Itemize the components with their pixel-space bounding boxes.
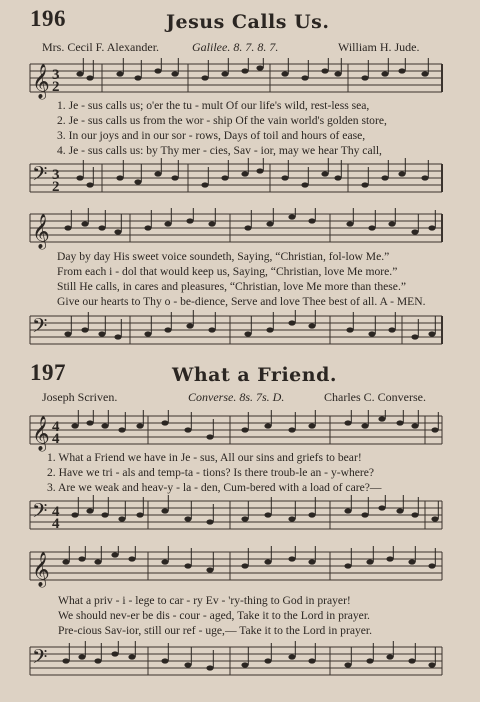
note-head bbox=[244, 331, 251, 336]
hymn-197-system-1-bass-staff bbox=[30, 497, 445, 535]
note-head bbox=[116, 175, 123, 180]
note-head bbox=[101, 512, 108, 517]
note-head bbox=[86, 75, 93, 80]
note-head bbox=[264, 512, 271, 517]
note-head bbox=[161, 508, 168, 513]
hymn-title-197: What a Friend. bbox=[172, 364, 337, 386]
note-head bbox=[206, 567, 213, 572]
note-head bbox=[398, 171, 405, 176]
svg-text:𝄞: 𝄞 bbox=[32, 215, 50, 248]
note-head bbox=[428, 662, 435, 667]
note-head bbox=[361, 423, 368, 428]
lyric-line: Give our hearts to Thy o - be-dience, Serve and love Thee best of all. A - MEN. bbox=[57, 295, 426, 308]
note-head bbox=[161, 559, 168, 564]
hymn-197-author: Joseph Scriven. bbox=[42, 390, 118, 404]
note-head bbox=[264, 559, 271, 564]
note-head bbox=[308, 218, 315, 223]
note-head bbox=[136, 423, 143, 428]
note-head bbox=[118, 516, 125, 521]
note-head bbox=[206, 519, 213, 524]
note-head bbox=[431, 427, 438, 432]
note-head bbox=[431, 516, 438, 521]
note-head bbox=[366, 658, 373, 663]
note-head bbox=[408, 658, 415, 663]
note-head bbox=[101, 423, 108, 428]
svg-text:𝄞: 𝄞 bbox=[32, 553, 50, 586]
note-head bbox=[208, 221, 215, 226]
lyric-line: 2. Je - sus calls us from the wor - ship Of the vain world's golden store, bbox=[57, 114, 387, 127]
note-head bbox=[411, 423, 418, 428]
note-head bbox=[266, 327, 273, 332]
note-head bbox=[308, 658, 315, 663]
note-head bbox=[164, 221, 171, 226]
note-head bbox=[64, 331, 71, 336]
note-head bbox=[86, 420, 93, 425]
note-head bbox=[144, 331, 151, 336]
note-head bbox=[386, 654, 393, 659]
svg-text:𝄢: 𝄢 bbox=[32, 647, 48, 673]
note-head bbox=[428, 331, 435, 336]
note-head bbox=[411, 512, 418, 517]
note-head bbox=[388, 221, 395, 226]
note-head bbox=[94, 658, 101, 663]
note-head bbox=[381, 71, 388, 76]
note-head bbox=[334, 175, 341, 180]
note-head bbox=[288, 654, 295, 659]
hymn-title-196: Jesus Calls Us. bbox=[166, 11, 330, 33]
svg-text:𝄢: 𝄢 bbox=[32, 316, 48, 342]
note-head bbox=[78, 654, 85, 659]
note-head bbox=[411, 229, 418, 234]
hymn-197-meter: Converse. 8s. 7s. D. bbox=[188, 390, 285, 404]
hymn-number-197: 197 bbox=[30, 360, 66, 385]
note-head bbox=[171, 175, 178, 180]
note-head bbox=[301, 75, 308, 80]
note-head bbox=[381, 175, 388, 180]
lyric-line: 3. Are we weak and heav-y - la - den, Cum-bered with a load of care?— bbox=[47, 481, 382, 494]
note-head bbox=[241, 171, 248, 176]
note-head bbox=[134, 75, 141, 80]
note-head bbox=[396, 508, 403, 513]
note-head bbox=[308, 323, 315, 328]
lyric-line: 1. What a Friend we have in Je - sus, All our sins and griefs to bear! bbox=[47, 451, 362, 464]
note-head bbox=[301, 182, 308, 187]
note-head bbox=[154, 171, 161, 176]
note-head bbox=[98, 331, 105, 336]
note-head bbox=[264, 423, 271, 428]
lyric-line: Pre-cious Sav-ior, still our ref - uge,— Take it to the Lord in prayer. bbox=[58, 624, 373, 637]
note-head bbox=[288, 427, 295, 432]
note-head bbox=[128, 654, 135, 659]
hymn-196-author: Mrs. Cecil F. Alexander. bbox=[42, 40, 160, 54]
note-head bbox=[281, 71, 288, 76]
note-head bbox=[421, 175, 428, 180]
note-head bbox=[241, 68, 248, 73]
svg-text:𝄢: 𝄢 bbox=[32, 501, 48, 527]
note-head bbox=[221, 175, 228, 180]
note-head bbox=[256, 168, 263, 173]
note-head bbox=[114, 334, 121, 339]
note-head bbox=[421, 71, 428, 76]
note-head bbox=[221, 71, 228, 76]
lyric-line: 4. Je - sus calls us: by Thy mer - cies, Sav - ior, may we hear Thy call, bbox=[57, 144, 382, 157]
note-head bbox=[81, 327, 88, 332]
note-head bbox=[334, 71, 341, 76]
note-head bbox=[344, 563, 351, 568]
note-head bbox=[288, 556, 295, 561]
note-head bbox=[206, 434, 213, 439]
note-head bbox=[244, 225, 251, 230]
lyric-line: 1. Je - sus calls us; o'er the tu - mult Of our life's wild, rest-less sea, bbox=[57, 99, 370, 112]
svg-text:𝄞: 𝄞 bbox=[32, 65, 50, 98]
note-head bbox=[256, 65, 263, 70]
note-head bbox=[321, 68, 328, 73]
note-head bbox=[184, 427, 191, 432]
note-head bbox=[241, 427, 248, 432]
note-head bbox=[184, 662, 191, 667]
note-head bbox=[161, 658, 168, 663]
lyric-line: What a priv - i - lege to car - ry Ev - 'ry-thing to God in prayer! bbox=[58, 594, 351, 607]
lyric-line: Day by day His sweet voice soundeth, Saying, “Christian, fol-low Me.” bbox=[57, 250, 390, 263]
svg-text:4: 4 bbox=[52, 504, 60, 520]
note-head bbox=[241, 516, 248, 521]
note-head bbox=[428, 225, 435, 230]
note-head bbox=[184, 516, 191, 521]
note-head bbox=[114, 229, 121, 234]
note-head bbox=[111, 651, 118, 656]
note-head bbox=[118, 427, 125, 432]
note-head bbox=[64, 225, 71, 230]
svg-text:2: 2 bbox=[52, 179, 60, 195]
note-head bbox=[98, 225, 105, 230]
hymn-197-system-2-treble-staff bbox=[30, 548, 445, 586]
note-head bbox=[78, 556, 85, 561]
note-head bbox=[201, 182, 208, 187]
note-head bbox=[171, 71, 178, 76]
note-head bbox=[368, 331, 375, 336]
hymn-196-system-1-treble-staff bbox=[30, 60, 445, 98]
note-head bbox=[71, 512, 78, 517]
note-head bbox=[361, 182, 368, 187]
note-head bbox=[86, 508, 93, 513]
note-head bbox=[71, 423, 78, 428]
note-head bbox=[136, 512, 143, 517]
note-head bbox=[386, 556, 393, 561]
note-head bbox=[208, 327, 215, 332]
note-head bbox=[186, 323, 193, 328]
note-head bbox=[62, 658, 69, 663]
note-head bbox=[94, 559, 101, 564]
note-head bbox=[321, 171, 328, 176]
note-head bbox=[111, 552, 118, 557]
note-head bbox=[361, 75, 368, 80]
lyric-line: We should nev-er be dis - cour - aged, Take it to the Lord in prayer. bbox=[58, 609, 370, 622]
note-head bbox=[264, 658, 271, 663]
note-head bbox=[62, 559, 69, 564]
note-head bbox=[308, 423, 315, 428]
note-head bbox=[366, 559, 373, 564]
note-head bbox=[288, 320, 295, 325]
note-head bbox=[346, 221, 353, 226]
note-head bbox=[154, 68, 161, 73]
note-head bbox=[378, 505, 385, 510]
note-head bbox=[308, 559, 315, 564]
hymn-196-composer: William H. Jude. bbox=[338, 40, 420, 54]
note-head bbox=[281, 175, 288, 180]
svg-text:4: 4 bbox=[52, 516, 60, 532]
note-head bbox=[116, 71, 123, 76]
lyric-line: Still He calls, in cares and pleasures, “Christian, love Me more than these.” bbox=[57, 280, 406, 293]
note-head bbox=[86, 182, 93, 187]
note-head bbox=[398, 68, 405, 73]
svg-text:4: 4 bbox=[52, 419, 60, 435]
svg-text:2: 2 bbox=[52, 79, 60, 95]
hymn-196-system-1-bass-staff bbox=[30, 160, 445, 198]
note-head bbox=[134, 179, 141, 184]
note-head bbox=[346, 327, 353, 332]
note-head bbox=[408, 559, 415, 564]
note-head bbox=[128, 556, 135, 561]
hymn-196-system-2-bass-staff bbox=[30, 312, 445, 350]
note-head bbox=[201, 75, 208, 80]
note-head bbox=[161, 420, 168, 425]
svg-text:3: 3 bbox=[52, 167, 60, 183]
note-head bbox=[388, 327, 395, 332]
svg-text:3: 3 bbox=[52, 67, 60, 83]
hymn-197-composer: Charles C. Converse. bbox=[324, 390, 426, 404]
lyric-line: From each i - dol that would keep us, Saying, “Christian, love Me more.” bbox=[57, 265, 398, 278]
note-head bbox=[344, 420, 351, 425]
hymn-number-196: 196 bbox=[30, 6, 66, 31]
hymn-197-system-1-treble-staff bbox=[30, 412, 445, 450]
note-head bbox=[186, 218, 193, 223]
svg-text:4: 4 bbox=[52, 431, 60, 447]
note-head bbox=[308, 512, 315, 517]
note-head bbox=[241, 662, 248, 667]
hymn-197-system-2-bass-staff bbox=[30, 643, 445, 681]
note-head bbox=[378, 416, 385, 421]
note-head bbox=[344, 508, 351, 513]
lyric-line: 2. Have we tri - als and temp-ta - tions? Is there troub-le an - y-where? bbox=[47, 466, 375, 479]
note-head bbox=[206, 665, 213, 670]
note-head bbox=[241, 563, 248, 568]
note-head bbox=[344, 662, 351, 667]
svg-text:𝄢: 𝄢 bbox=[32, 164, 48, 190]
note-head bbox=[266, 221, 273, 226]
note-head bbox=[428, 563, 435, 568]
note-head bbox=[144, 225, 151, 230]
note-head bbox=[411, 334, 418, 339]
lyric-line: 3. In our joys and in our sor - rows, Days of toil and hours of ease, bbox=[57, 129, 366, 142]
note-head bbox=[361, 512, 368, 517]
hymn-196-system-2-treble-staff bbox=[30, 210, 445, 248]
hymn-196-meter: Galilee. 8. 7. 8. 7. bbox=[192, 40, 279, 54]
note-head bbox=[184, 563, 191, 568]
note-head bbox=[396, 420, 403, 425]
note-head bbox=[81, 221, 88, 226]
note-head bbox=[368, 225, 375, 230]
note-head bbox=[164, 327, 171, 332]
note-head bbox=[288, 214, 295, 219]
note-head bbox=[76, 175, 83, 180]
svg-text:𝄞: 𝄞 bbox=[32, 417, 50, 450]
note-head bbox=[76, 71, 83, 76]
note-head bbox=[288, 516, 295, 521]
